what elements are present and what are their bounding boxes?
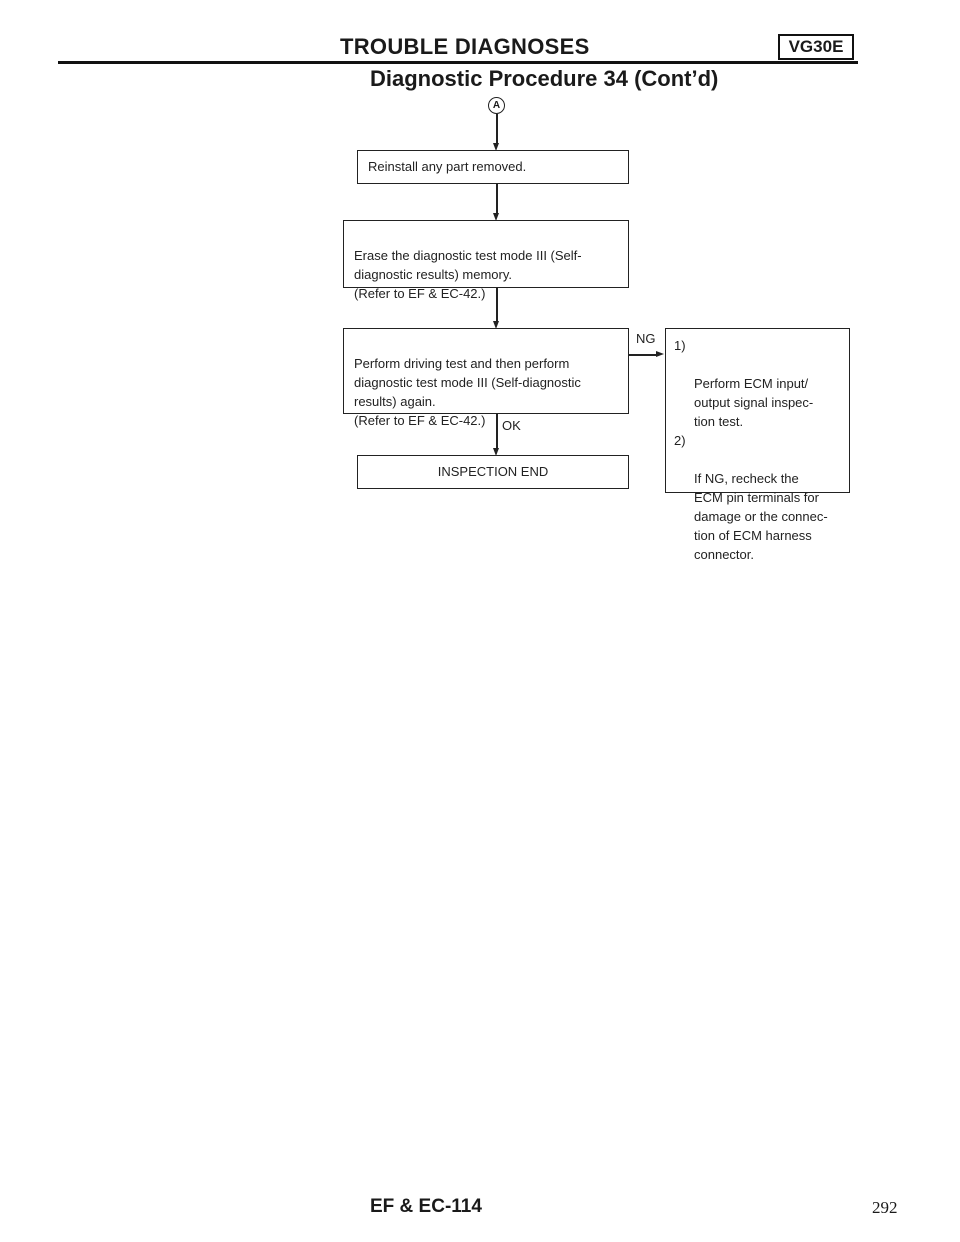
flow-line: [496, 288, 498, 322]
page-code: EF & EC-114: [370, 1196, 482, 1217]
ng-branch-line: [629, 354, 657, 356]
page-number: 292: [872, 1198, 898, 1217]
ng-label: NG: [636, 331, 656, 346]
engine-badge: VG30E: [778, 34, 854, 60]
ng-action-number: 1): [674, 338, 686, 353]
header-rule: [58, 61, 858, 64]
step-driving-test-text: Perform driving test and then perform diagnostic test mode III (Self-diagnostic results) again. (Refer to EF & EC-42.): [354, 356, 581, 428]
ng-action-text: Perform ECM input/ output signal inspec- tion test.: [694, 376, 814, 429]
arrow-right-icon: [656, 351, 664, 357]
ng-action-list: [674, 336, 841, 564]
flow-line: [496, 184, 498, 214]
step-reinstall-text: Reinstall any part removed.: [368, 159, 527, 174]
ok-label: OK: [502, 418, 521, 433]
ng-action-number: 2): [674, 433, 686, 448]
inspection-end-box: [357, 455, 629, 489]
inspection-end-text: INSPECTION END: [437, 464, 549, 479]
flow-line: [496, 414, 498, 450]
procedure-title: Diagnostic Procedure 34 (Cont’d): [370, 66, 719, 91]
step-erase-box: [343, 220, 629, 301]
step-reinstall-box: [357, 150, 629, 184]
step-erase-text: Erase the diagnostic test mode III (Self- diagnostic results) memory. (Refer to EF & EC-42.): [354, 248, 582, 301]
ng-action-item: [674, 431, 841, 564]
connector-a-symbol: A: [488, 97, 505, 114]
ng-action-box: [665, 328, 850, 562]
ng-action-text: If NG, recheck the ECM pin terminals for damage or the connec- tion of ECM harness connector.: [694, 471, 828, 562]
section-title: TROUBLE DIAGNOSES: [340, 34, 590, 59]
ng-action-item: [674, 336, 841, 431]
flow-line: [496, 114, 498, 144]
